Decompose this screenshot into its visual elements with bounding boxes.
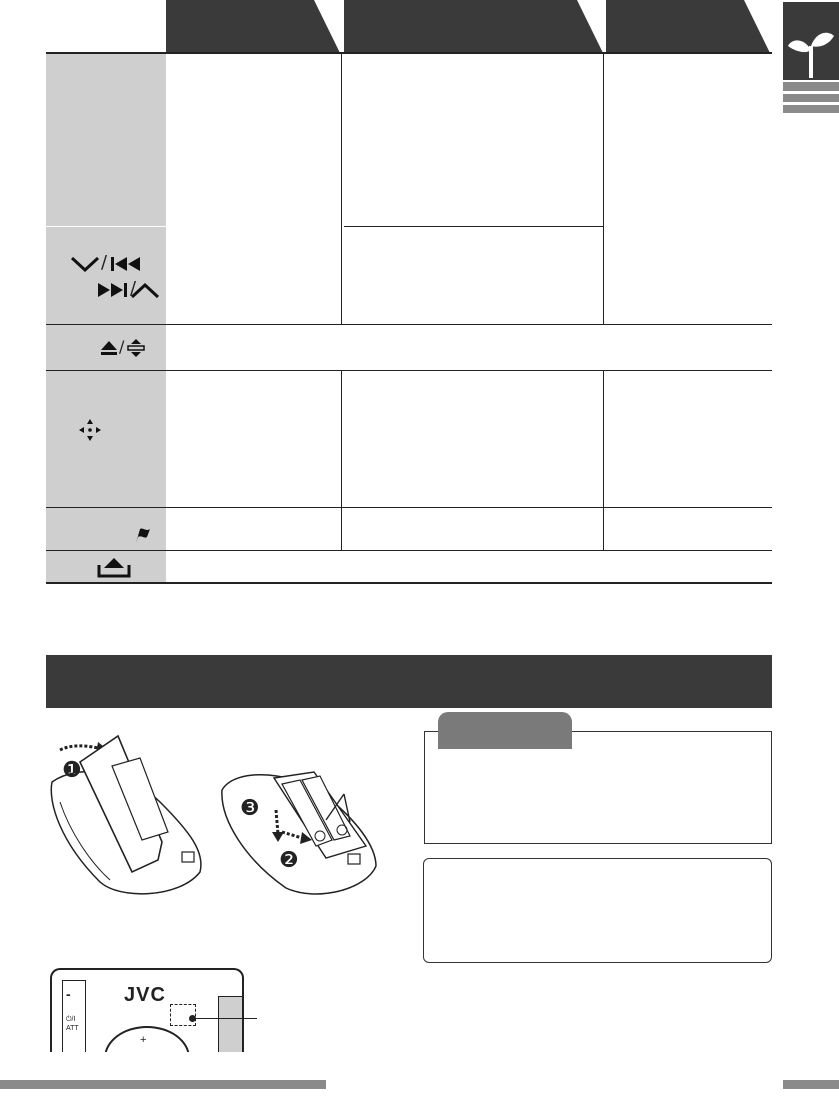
side-tab-bar <box>783 105 839 113</box>
row-label-cell-2 <box>46 227 166 324</box>
table-col-divider <box>341 371 342 550</box>
eject-icon <box>100 340 118 356</box>
footer-bar-right <box>783 1080 839 1089</box>
info-box <box>423 858 772 963</box>
caution-tab <box>438 712 572 749</box>
separator: / <box>119 337 125 356</box>
table-header-col-1 <box>166 0 340 53</box>
step-marker-2: ❷ <box>279 848 299 873</box>
sensor-dot <box>189 1015 196 1022</box>
table-rule <box>46 226 166 227</box>
volume-knob <box>104 1026 190 1052</box>
four-way-arrow-icon <box>78 418 102 442</box>
table-rule <box>46 507 772 508</box>
table-col-divider <box>341 53 342 324</box>
table-header-col-3 <box>606 0 770 53</box>
remote-battery-illustration <box>216 750 386 900</box>
power-button-label: ⏻/I <box>66 1016 76 1023</box>
skip-forward-icon <box>96 282 128 298</box>
detach-panel-icon <box>97 556 131 578</box>
display-window <box>218 996 244 1052</box>
table-col-divider <box>603 53 604 324</box>
table-rule <box>46 370 772 371</box>
side-tab-bar <box>783 94 839 102</box>
row-label-cell-4 <box>46 371 166 507</box>
table-rule <box>46 324 772 325</box>
table-top-rule <box>46 52 772 54</box>
step-marker-1: ❶ <box>62 758 82 783</box>
up-chevron-icon <box>130 283 160 299</box>
remote-cover-removal-illustration <box>40 722 215 900</box>
open-panel-icon <box>127 338 145 358</box>
separator: / <box>101 252 108 273</box>
table-bottom-rule <box>46 582 772 584</box>
skip-back-icon <box>110 256 142 272</box>
step-marker-3: ❸ <box>240 796 260 821</box>
sensor-pointer-line <box>193 1018 257 1019</box>
table-header-col-2 <box>344 0 603 53</box>
table-col-divider <box>603 371 604 550</box>
side-tab-bar <box>783 82 839 91</box>
table-rule <box>46 550 772 551</box>
flag-icon <box>134 526 152 544</box>
down-chevron-icon <box>70 256 100 272</box>
minus-button-label: - <box>66 986 71 1002</box>
section-heading-bar <box>46 655 772 708</box>
separator: / <box>130 278 137 299</box>
head-unit-illustration <box>50 968 244 1052</box>
footer-bar-left <box>0 1080 326 1089</box>
att-label: ATT <box>66 1025 79 1032</box>
plus-button-label: + <box>140 1034 147 1046</box>
row-label-cell-1 <box>46 54 166 226</box>
brand-logo: JVC <box>124 984 166 1006</box>
sprout-icon <box>786 24 836 78</box>
table-rule <box>344 226 603 227</box>
